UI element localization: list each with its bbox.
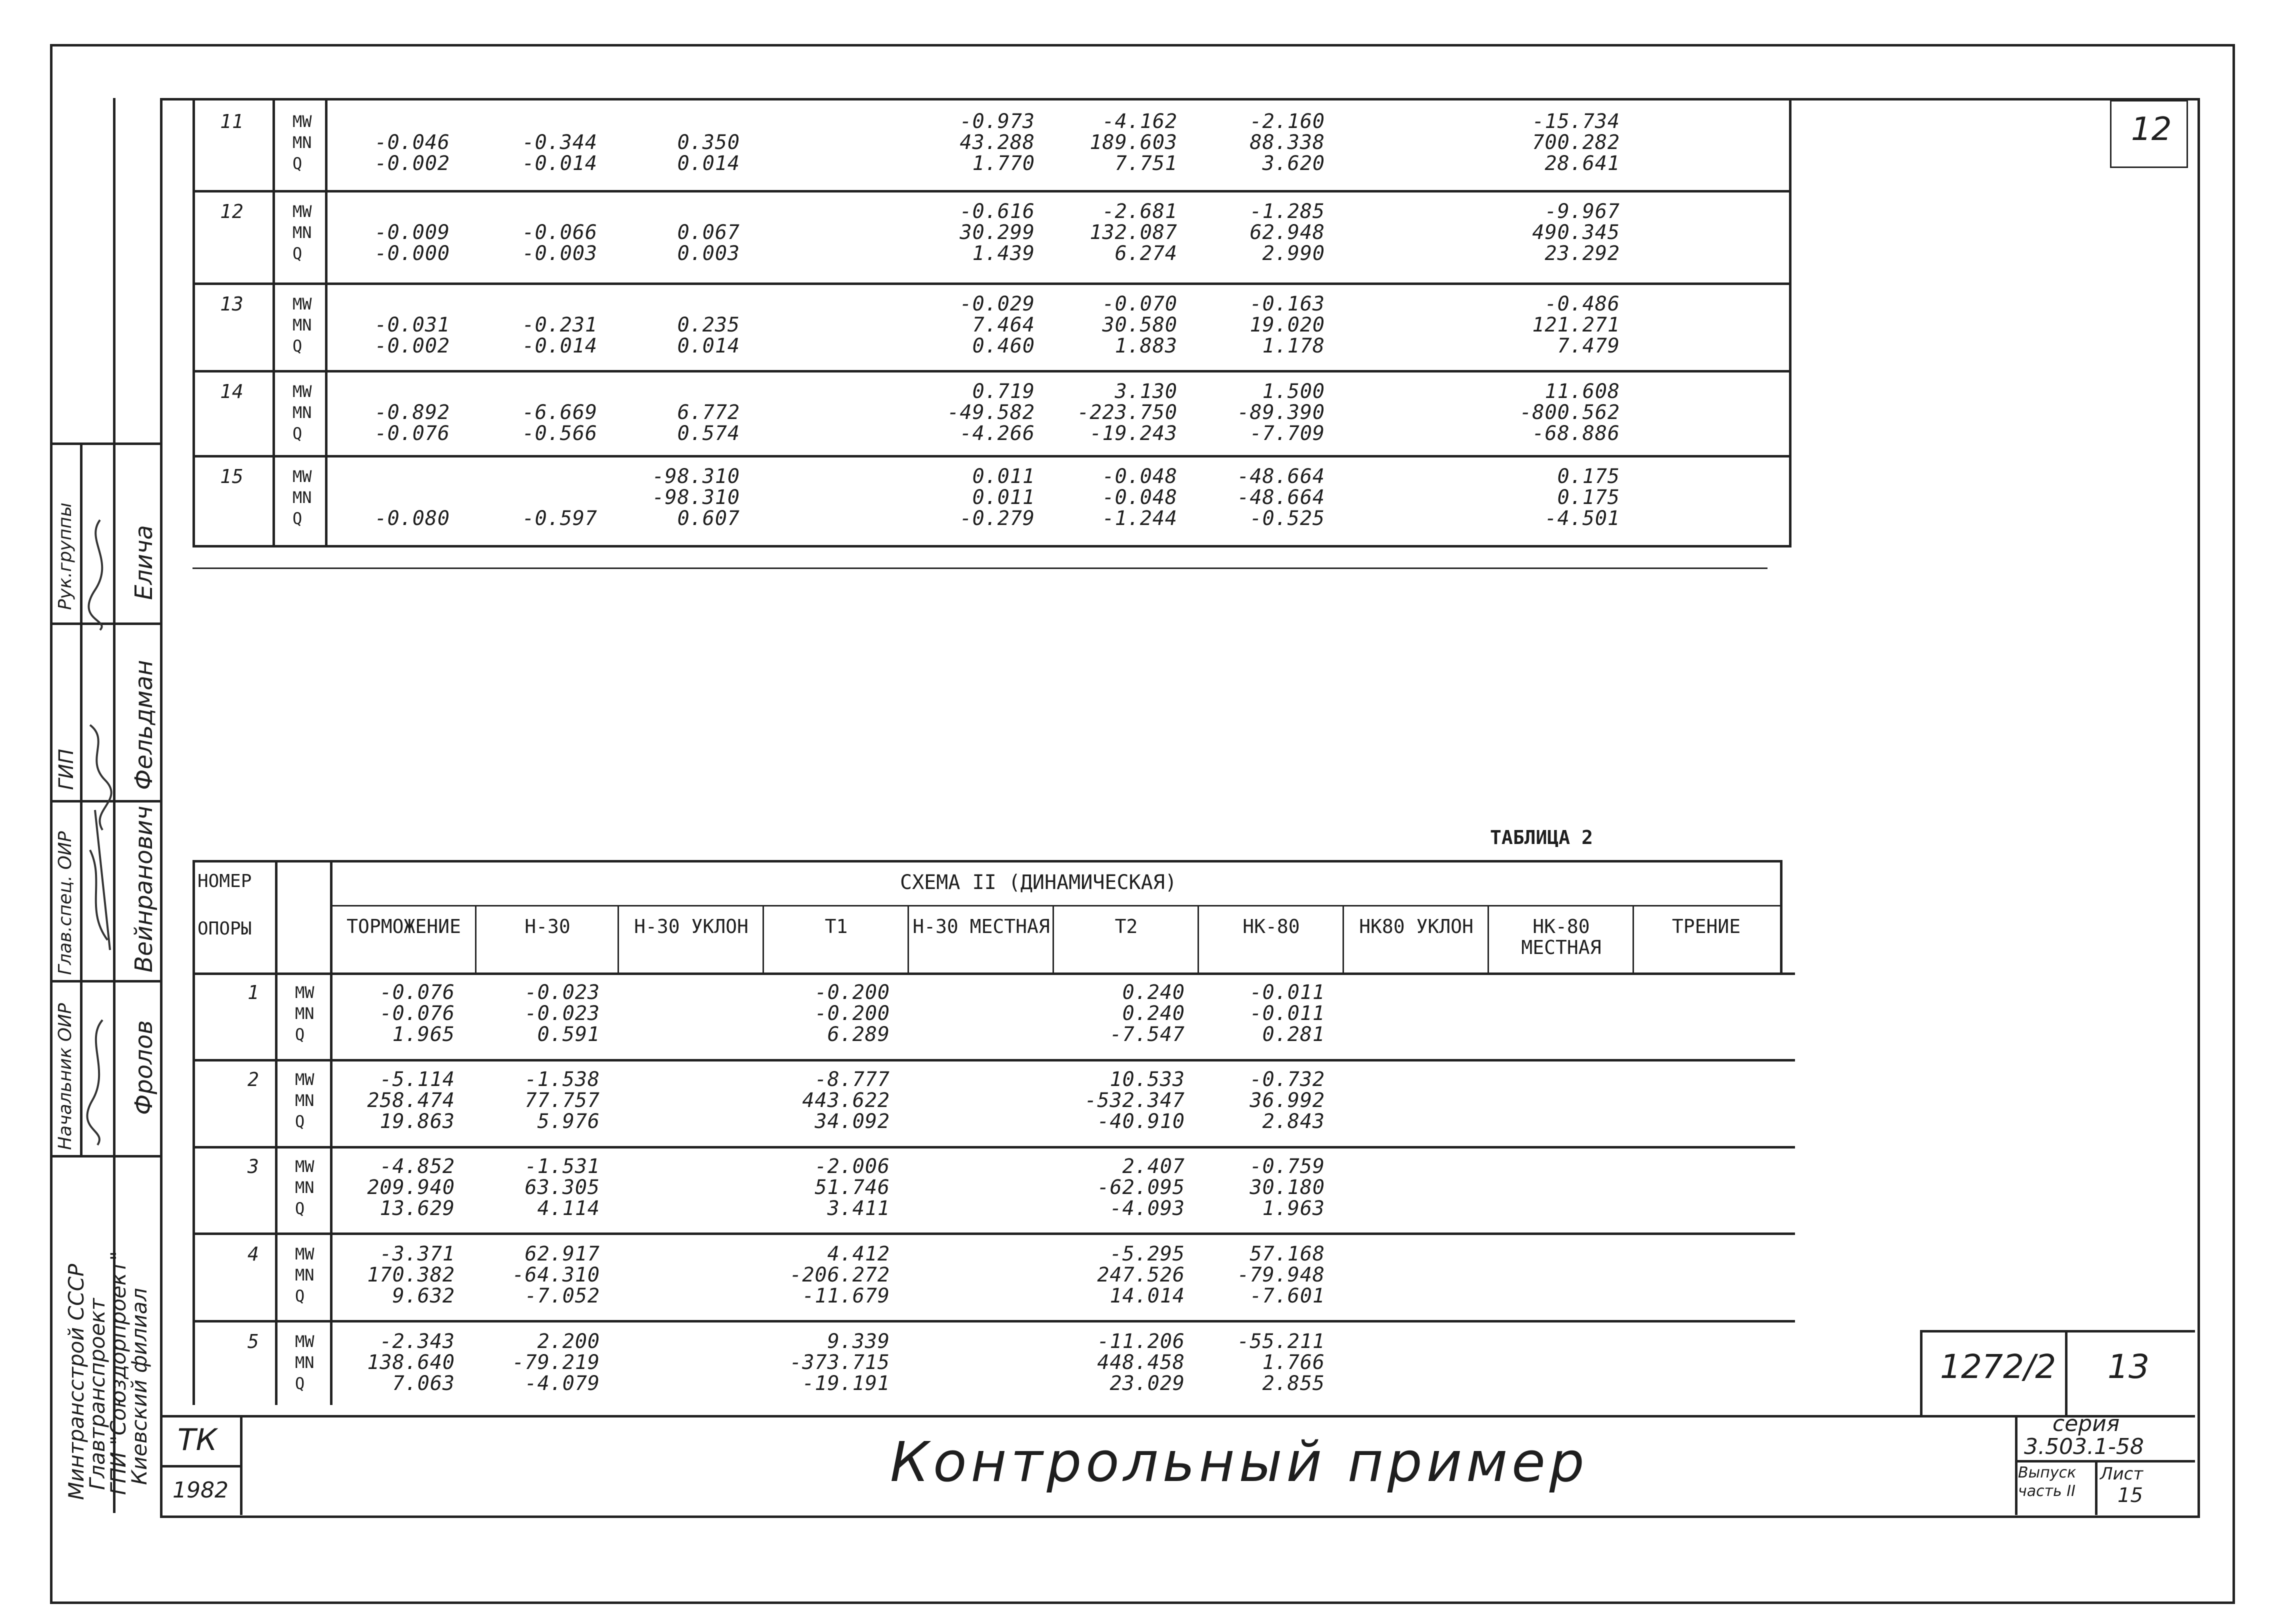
row-number: 12 [220, 200, 244, 222]
cell-value: -0.597 [522, 507, 598, 530]
cell-value: -0.163 [1250, 292, 1325, 316]
cell-value: 0.011 [972, 486, 1035, 509]
doc-code: 1272/2 [1940, 1348, 2056, 1386]
cell-value: 700.282 [1532, 131, 1620, 154]
cell-value: 10.533 [1110, 1068, 1185, 1091]
stamp-name-2: Вейнранович [130, 806, 158, 972]
cell-value: 9.632 [392, 1284, 455, 1308]
cell-value: 4.412 [827, 1242, 890, 1266]
table-2-caption: ТАБЛИЦА 2 [1490, 826, 1593, 848]
stamp-org-3: ГПИ "Союздорпроект" [106, 1251, 130, 1495]
cell-value: 0.235 [677, 314, 740, 336]
force-type: MW [292, 467, 312, 486]
cell-value: -0.009 [374, 221, 450, 244]
cell-value: -19.243 [1090, 422, 1178, 445]
cell-value: 0.719 [972, 380, 1035, 403]
cell-value: -223.750 [1077, 401, 1178, 424]
cell-value: 2.990 [1262, 242, 1325, 265]
cell-value: -0.566 [522, 422, 598, 445]
cell-value: 30.299 [960, 221, 1035, 244]
cell-value: -0.002 [374, 334, 450, 358]
cell-value: -2.006 [814, 1155, 890, 1178]
force-type: MN [292, 488, 312, 507]
cell-value: 2.200 [537, 1330, 600, 1353]
cell-value: -0.076 [374, 422, 450, 445]
cell-value: 1.766 [1262, 1351, 1325, 1374]
year-label: 1982 [172, 1478, 228, 1503]
force-type: MW [295, 1332, 314, 1351]
cell-value: 3.411 [827, 1197, 890, 1220]
cell-value: -19.191 [802, 1372, 890, 1395]
cell-value: 1.965 [392, 1023, 455, 1046]
cell-value: -4.266 [960, 422, 1035, 445]
cell-value: 0.240 [1122, 1002, 1185, 1025]
cell-value: -15.734 [1532, 110, 1620, 133]
cell-value: -4.093 [1110, 1197, 1185, 1220]
cell-value: -49.582 [947, 401, 1035, 424]
doc-page: 13 [2108, 1348, 2150, 1386]
cell-value: -98.310 [652, 486, 740, 509]
force-type: Q [295, 1025, 305, 1044]
cell-value: -1.244 [1102, 507, 1178, 530]
cell-value: -0.070 [1102, 292, 1178, 316]
cell-value: 88.338 [1250, 131, 1325, 154]
cell-value: -0.046 [374, 131, 450, 154]
force-type: MN [295, 1353, 314, 1372]
cell-value: -68.886 [1532, 422, 1620, 445]
stamp-org-2: Главтранспроект [85, 1298, 110, 1490]
cell-value: 0.240 [1122, 981, 1185, 1004]
cell-value: -0.231 [522, 314, 598, 336]
cell-value: -0.200 [814, 981, 890, 1004]
cell-value: -11.206 [1097, 1330, 1185, 1353]
cell-value: 448.458 [1097, 1351, 1185, 1374]
cell-value: 13.629 [380, 1197, 455, 1220]
stamp-role-4: Рук.группы [55, 502, 76, 610]
cell-value: -1.531 [524, 1155, 600, 1178]
cell-value: -55.211 [1237, 1330, 1325, 1353]
cell-value: 189.603 [1090, 131, 1178, 154]
cell-value: 7.464 [972, 314, 1035, 336]
column-header: Н-30 [524, 916, 570, 938]
cell-value: 43.288 [960, 131, 1035, 154]
cell-value: 2.855 [1262, 1372, 1325, 1395]
cell-value: -4.162 [1102, 110, 1178, 133]
cell-value: 0.607 [677, 507, 740, 530]
table-2-scheme: СХЕМА II (ДИНАМИЧЕСКАЯ) [900, 871, 1177, 894]
cell-value: 6.772 [677, 401, 740, 424]
part-label: часть II [2018, 1482, 2076, 1500]
force-type: MW [292, 294, 312, 314]
force-type: Q [295, 1374, 305, 1393]
cell-value: 0.460 [972, 334, 1035, 358]
cell-value: 9.339 [827, 1330, 890, 1353]
cell-value: -8.777 [814, 1068, 890, 1091]
cell-value: 258.474 [367, 1089, 455, 1112]
cell-value: 121.271 [1532, 314, 1620, 336]
column-header: Т1 [824, 916, 848, 938]
cell-value: -4.079 [524, 1372, 600, 1395]
column-header: Т2 [1114, 916, 1138, 938]
cell-value: 28.641 [1544, 152, 1620, 175]
cell-value: 0.175 [1557, 465, 1620, 488]
series-label: серия [2052, 1411, 2120, 1436]
stamp-name-3: Фельдман [130, 660, 158, 790]
cell-value: 77.757 [524, 1089, 600, 1112]
tk-label: ТК [178, 1422, 218, 1458]
cell-value: -89.390 [1237, 401, 1325, 424]
force-type: MW [295, 1157, 314, 1176]
cell-value: -4.852 [380, 1155, 455, 1178]
cell-value: -2.160 [1250, 110, 1325, 133]
row-number: 13 [220, 293, 244, 315]
column-header: НК-80 [1242, 916, 1300, 938]
cell-value: -0.076 [380, 1002, 455, 1025]
cell-value: -0.029 [960, 292, 1035, 316]
cell-value: -800.562 [1520, 401, 1620, 424]
cell-value: 34.092 [814, 1110, 890, 1133]
cell-value: 0.281 [1262, 1023, 1325, 1046]
stamp-org-1: Минтрансстрой СССР [64, 1264, 88, 1500]
cell-value: 132.087 [1090, 221, 1178, 244]
stamp-name-4: Елича [130, 525, 158, 600]
cell-value: -0.759 [1250, 1155, 1325, 1178]
cell-value: 14.014 [1110, 1284, 1185, 1308]
cell-value: -7.547 [1110, 1023, 1185, 1046]
stamp-name-1: Фролов [130, 1020, 158, 1115]
cell-value: 57.168 [1250, 1242, 1325, 1266]
force-type: Q [292, 154, 302, 173]
cell-value: 1.963 [1262, 1197, 1325, 1220]
cell-value: 0.350 [677, 131, 740, 154]
cell-value: 51.746 [814, 1176, 890, 1199]
cell-value: 170.382 [367, 1264, 455, 1286]
force-type: MN [292, 403, 312, 422]
cell-value: 7.479 [1557, 334, 1620, 358]
table-2-num-header-2: ОПОРЫ [198, 918, 252, 939]
cell-value: 7.751 [1114, 152, 1178, 175]
cell-value: 6.274 [1114, 242, 1178, 265]
force-type: MN [295, 1266, 314, 1284]
cell-value: -0.732 [1250, 1068, 1325, 1091]
cell-value: -0.344 [522, 131, 598, 154]
cell-value: 19.863 [380, 1110, 455, 1133]
cell-value: 0.574 [677, 422, 740, 445]
force-type: MW [292, 382, 312, 401]
cell-value: -0.066 [522, 221, 598, 244]
cell-value: -0.048 [1102, 465, 1178, 488]
force-type: MW [295, 1070, 314, 1089]
cell-value: -7.709 [1250, 422, 1325, 445]
force-type: MN [292, 223, 312, 242]
column-header: НК80 УКЛОН [1359, 916, 1474, 938]
force-type: Q [292, 509, 302, 528]
cell-value: 5.976 [537, 1110, 600, 1133]
cell-value: -0.014 [522, 334, 598, 358]
stamp-role-2: Глав.спец. ОИР [55, 831, 76, 975]
cell-value: 0.014 [677, 334, 740, 358]
cell-value: -0.003 [522, 242, 598, 265]
cell-value: -48.664 [1237, 465, 1325, 488]
force-type: MW [295, 983, 314, 1002]
cell-value: 63.305 [524, 1176, 600, 1199]
cell-value: -0.200 [814, 1002, 890, 1025]
cell-value: 247.526 [1097, 1264, 1185, 1286]
cell-value: 36.992 [1250, 1089, 1325, 1112]
cell-value: 2.407 [1122, 1155, 1185, 1178]
force-type: MW [292, 112, 312, 131]
cell-value: -1.285 [1250, 200, 1325, 223]
row-number: 4 [248, 1243, 260, 1265]
cell-value: -98.310 [652, 465, 740, 488]
force-type: MN [295, 1004, 314, 1023]
cell-value: 0.011 [972, 465, 1035, 488]
cell-value: -206.272 [790, 1264, 890, 1286]
force-type: Q [295, 1112, 305, 1131]
row-number: 3 [248, 1156, 260, 1178]
cell-value: -7.601 [1250, 1284, 1325, 1308]
cell-value: 0.014 [677, 152, 740, 175]
cell-value: -0.080 [374, 507, 450, 530]
cell-value: 0.591 [537, 1023, 600, 1046]
cell-value: -373.715 [790, 1351, 890, 1374]
cell-value: -11.679 [802, 1284, 890, 1308]
column-header: ТРЕНИЕ [1672, 916, 1741, 938]
row-number: 1 [248, 982, 260, 1004]
cell-value: -7.052 [524, 1284, 600, 1308]
force-type: Q [295, 1286, 305, 1306]
sheet-number-top: 12 [2131, 111, 2172, 148]
cell-value: -62.095 [1097, 1176, 1185, 1199]
cell-value: -2.343 [380, 1330, 455, 1353]
cell-value: 1.883 [1114, 334, 1178, 358]
cell-value: 0.067 [677, 221, 740, 244]
sheet-label: Лист [2100, 1464, 2144, 1484]
force-type: Q [292, 336, 302, 356]
cell-value: -40.910 [1097, 1110, 1185, 1133]
cell-value: -0.279 [960, 507, 1035, 530]
cell-value: 209.940 [367, 1176, 455, 1199]
column-header: Н-30 МЕСТНАЯ [912, 916, 1050, 938]
cell-value: -0.486 [1544, 292, 1620, 316]
cell-value: 138.640 [367, 1351, 455, 1374]
cell-value: 4.114 [537, 1197, 600, 1220]
signatures [80, 500, 120, 1150]
sheet-value: 15 [2118, 1484, 2143, 1507]
cell-value: 23.292 [1544, 242, 1620, 265]
cell-value: -0.011 [1250, 981, 1325, 1004]
cell-value: -0.014 [522, 152, 598, 175]
cell-value: -48.664 [1237, 486, 1325, 509]
cell-value: -0.616 [960, 200, 1035, 223]
cell-value: 30.580 [1102, 314, 1178, 336]
row-number: 14 [220, 380, 244, 402]
cell-value: 3.130 [1114, 380, 1178, 403]
force-type: MW [292, 202, 312, 221]
cell-value: -0.000 [374, 242, 450, 265]
row-number: 5 [248, 1330, 260, 1352]
column-header: НК-80 МЕСТНАЯ [1521, 916, 1602, 958]
table-2-num-header-1: НОМЕР [198, 871, 252, 892]
cell-value: -0.076 [380, 981, 455, 1004]
cell-value: -0.048 [1102, 486, 1178, 509]
cell-value: -4.501 [1544, 507, 1620, 530]
cell-value: -0.023 [524, 981, 600, 1004]
cell-value: -532.347 [1084, 1089, 1185, 1112]
force-type: MN [292, 133, 312, 152]
row-number: 2 [248, 1068, 260, 1090]
cell-value: -64.310 [512, 1264, 600, 1286]
force-type: MW [295, 1244, 314, 1264]
force-type: MN [295, 1091, 314, 1110]
cell-value: 7.063 [392, 1372, 455, 1395]
cell-value: 1.770 [972, 152, 1035, 175]
cell-value: -5.114 [380, 1068, 455, 1091]
cell-value: -0.002 [374, 152, 450, 175]
cell-value: 0.175 [1557, 486, 1620, 509]
cell-value: 6.289 [827, 1023, 890, 1046]
column-header: Н-30 УКЛОН [634, 916, 748, 938]
series-value: 3.503.1-58 [2024, 1434, 2144, 1460]
cell-value: -0.023 [524, 1002, 600, 1025]
stamp-role-3: ГИП [55, 748, 78, 790]
cell-value: -0.031 [374, 314, 450, 336]
row-number: 11 [220, 110, 244, 132]
cell-value: 19.020 [1250, 314, 1325, 336]
cell-value: -9.967 [1544, 200, 1620, 223]
force-type: Q [295, 1199, 305, 1218]
cell-value: 1.439 [972, 242, 1035, 265]
force-type: MN [292, 316, 312, 334]
cell-value: -3.371 [380, 1242, 455, 1266]
cell-value: 1.500 [1262, 380, 1325, 403]
force-type: MN [295, 1178, 314, 1197]
cell-value: -6.669 [522, 401, 598, 424]
drawing-title: Контрольный пример [890, 1430, 1588, 1494]
row-number: 15 [220, 466, 244, 488]
cell-value: 23.029 [1110, 1372, 1185, 1395]
cell-value: -0.973 [960, 110, 1035, 133]
column-header: ТОРМОЖЕНИЕ [346, 916, 461, 938]
cell-value: -0.525 [1250, 507, 1325, 530]
force-type: Q [292, 424, 302, 443]
cell-value: -2.681 [1102, 200, 1178, 223]
cell-value: -1.538 [524, 1068, 600, 1091]
cell-value: 3.620 [1262, 152, 1325, 175]
cell-value: 1.178 [1262, 334, 1325, 358]
cell-value: 11.608 [1544, 380, 1620, 403]
cell-value: 30.180 [1250, 1176, 1325, 1199]
issue-label: Выпуск [2018, 1464, 2076, 1482]
stamp-org-4: Киевский филиал [127, 1288, 152, 1485]
cell-value: 490.345 [1532, 221, 1620, 244]
cell-value: 62.917 [524, 1242, 600, 1266]
cell-value: 2.843 [1262, 1110, 1325, 1133]
cell-value: -79.948 [1237, 1264, 1325, 1286]
cell-value: -0.011 [1250, 1002, 1325, 1025]
cell-value: -0.892 [374, 401, 450, 424]
cell-value: -5.295 [1110, 1242, 1185, 1266]
cell-value: -79.219 [512, 1351, 600, 1374]
stamp-role-1: Начальник ОИР [55, 1003, 76, 1150]
cell-value: 443.622 [802, 1089, 890, 1112]
cell-value: 62.948 [1250, 221, 1325, 244]
force-type: Q [292, 244, 302, 263]
cell-value: 0.003 [677, 242, 740, 265]
